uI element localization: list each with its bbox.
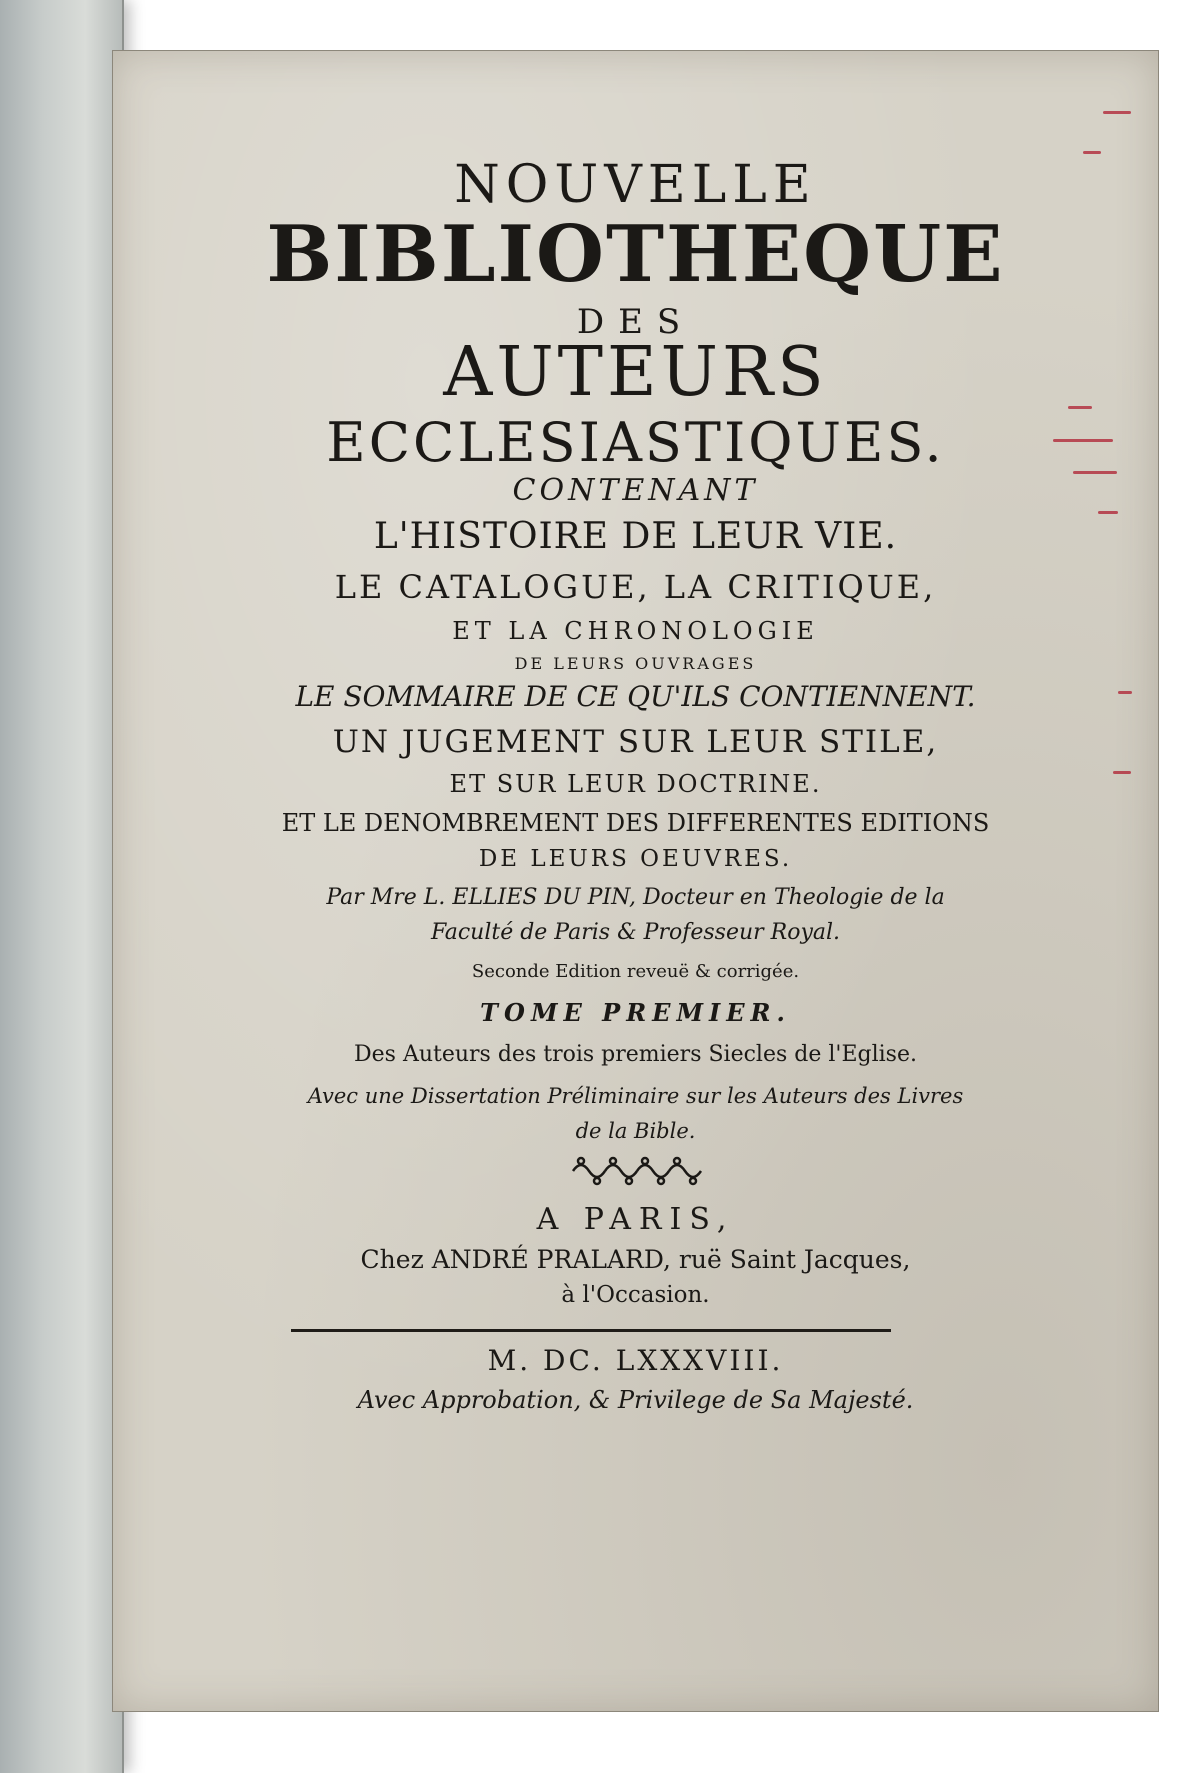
- subtitle-chronologie: ET LA CHRONOLOGIE: [452, 617, 819, 645]
- subtitle-ouvrages: DE LEURS OUVRAGES: [514, 654, 757, 673]
- title-page: [112, 50, 1159, 1712]
- title-des: DES: [576, 302, 695, 342]
- title-nouvelle: NOUVELLE: [454, 155, 817, 215]
- imprint-rule: [291, 1329, 891, 1332]
- dissertation-note-end: de la Bible.: [575, 1119, 696, 1143]
- subtitle-histoire: L'HISTOIRE DE LEUR VIE.: [373, 516, 898, 557]
- imprint-city: A PARIS,: [536, 1202, 735, 1237]
- title-page-text: [113, 51, 1158, 1711]
- subtitle-doctrine: ET SUR LEUR DOCTRINE.: [449, 770, 822, 798]
- book-left-leaf: [0, 0, 124, 1773]
- imprint-sign: à l'Occasion.: [561, 1282, 710, 1308]
- imprint-date: M. DC. LXXXVIII.: [487, 1344, 784, 1377]
- subtitle-denombrement: ET LE DENOMBREMENT DES DIFFERENTES EDITIONS: [281, 809, 990, 837]
- title-ecclesiastiques: ECCLESIASTIQUES.: [326, 411, 945, 474]
- volume-label: TOME PREMIER.: [480, 998, 791, 1027]
- subtitle-contenant: CONTENANT: [512, 473, 759, 508]
- printer-ornament: [113, 1151, 1158, 1191]
- dissertation-note: Avec une Dissertation Préliminaire sur les Auteurs des Livres: [307, 1084, 964, 1108]
- subtitle-oeuvres: DE LEURS OEUVRES.: [478, 846, 793, 872]
- subtitle-sommaire: LE SOMMAIRE DE CE QU'ILS CONTIENNENT.: [295, 680, 976, 713]
- title-auteurs: AUTEURS: [443, 333, 828, 412]
- author-affiliation: Faculté de Paris & Professeur Royal.: [430, 920, 841, 945]
- subtitle-jugement: UN JUGEMENT SUR LEUR STILE,: [332, 724, 939, 760]
- volume-description: Des Auteurs des trois premiers Siecles de l'Eglise.: [354, 1042, 917, 1067]
- title-bibliotheque: BIBLIOTHEQUE: [266, 209, 1005, 300]
- subtitle-catalogue: LE CATALOGUE, LA CRITIQUE,: [334, 568, 937, 606]
- edition-note: Seconde Edition reveuë & corrigée.: [471, 961, 800, 982]
- author-line: Par Mre L. ELLIES DU PIN, Docteur en Theologie de la: [326, 885, 945, 910]
- imprint-publisher: Chez ANDRÉ PRALARD, ruë Saint Jacques,: [360, 1245, 911, 1274]
- imprint-approbation: Avec Approbation, & Privilege de Sa Majesté.: [357, 1386, 914, 1414]
